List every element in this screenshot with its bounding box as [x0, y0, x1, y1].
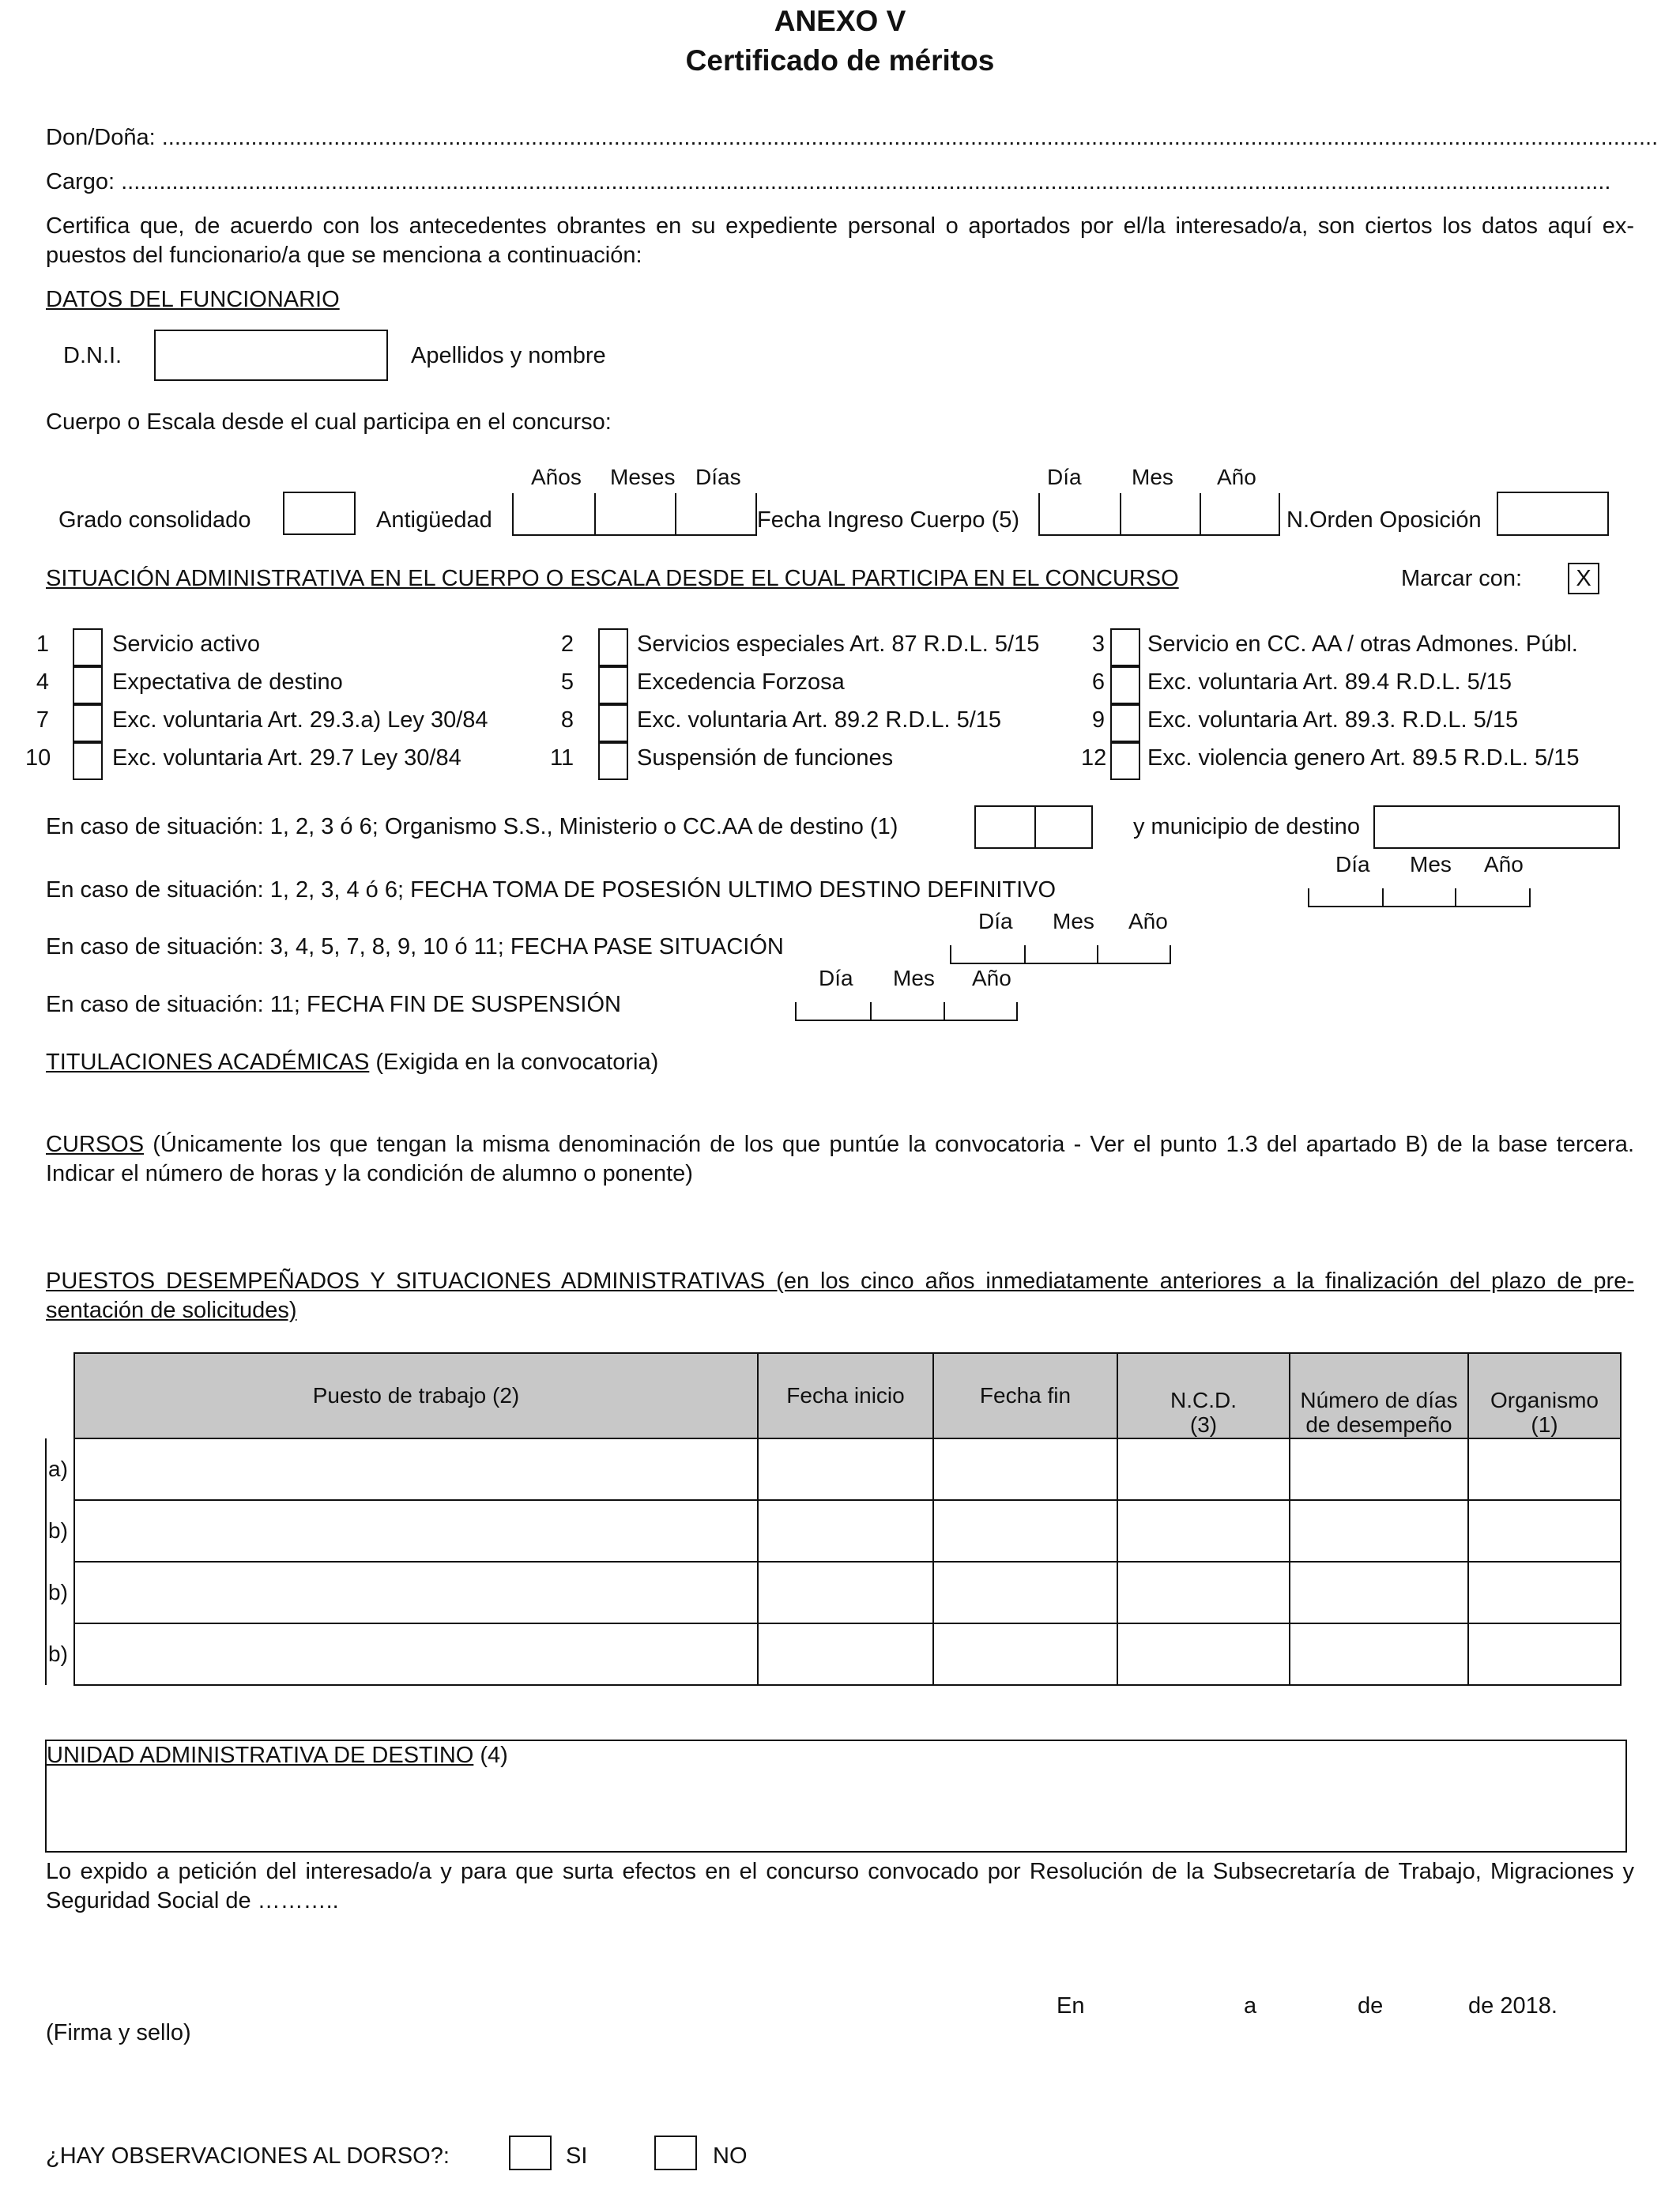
situacion-option-checkbox[interactable]	[1110, 742, 1140, 780]
table-cell[interactable]	[74, 1500, 758, 1562]
table-cell[interactable]	[1117, 1500, 1290, 1562]
table-cell[interactable]	[1290, 1438, 1468, 1500]
situacion-option-number: 12	[1081, 745, 1107, 771]
organismo-input[interactable]	[974, 805, 1093, 849]
row-label: b)	[46, 1562, 74, 1623]
caso2-text: En caso de situación: 1, 2, 3, 4 ó 6; FECHA TOMA DE POSESIÓN ULTIMO DESTINO DEFINITIVO	[46, 877, 1057, 903]
situacion-option-number: 3	[1091, 631, 1105, 657]
caso3-mes-label: Mes	[1053, 909, 1094, 933]
table-corner	[46, 1353, 74, 1438]
caso4-date-input[interactable]	[795, 1002, 1018, 1021]
observaciones-question: ¿HAY OBSERVACIONES AL DORSO?:	[46, 2143, 450, 2169]
situacion-option-number: 10	[25, 745, 51, 771]
titulaciones-heading: TITULACIONES ACADÉMICAS	[46, 1050, 370, 1075]
situacion-option-checkbox[interactable]	[73, 628, 103, 666]
situacion-option-checkbox[interactable]	[1110, 666, 1140, 704]
caso2-ano-label: Año	[1484, 852, 1524, 876]
fecha-ingreso-input[interactable]	[1038, 493, 1280, 536]
situacion-option-checkbox[interactable]	[1110, 628, 1140, 666]
table-row	[46, 1438, 1621, 1500]
situacion-option-label: Exc. violencia genero Art. 89.5 R.D.L. 5/15	[1147, 745, 1580, 771]
table-cell[interactable]	[758, 1623, 933, 1685]
dni-input[interactable]	[154, 330, 388, 381]
puestos-table	[45, 1352, 1622, 1686]
fecha-ingreso-label: Fecha Ingreso Cuerpo (5)	[757, 507, 1020, 533]
situacion-option-label: Suspensión de funciones	[637, 745, 894, 771]
cursos-note: (Únicamente los que tengan la misma denominación de los que puntúe la convocatoria - Ver el punto 1.3 del apartado B) de la base tercera. Indicar el número de horas y la condición de alumno o ponente)	[46, 1132, 1634, 1187]
table-cell[interactable]	[1117, 1562, 1290, 1623]
antig-dias-label: Días	[695, 465, 741, 489]
expido-text: Lo expido a petición del interesado/a y para que surta efectos en el concurso convocado por Resolución de la Subsecretaría de Trabajo, Migraciones y Seguridad Social de ………..	[46, 1859, 1634, 1914]
unidad-heading: UNIDAD ADMINISTRATIVA DE DESTINO	[47, 1743, 474, 1768]
grado-input[interactable]	[283, 492, 356, 535]
firma-label: (Firma y sello)	[46, 2020, 191, 2045]
table-cell[interactable]	[74, 1562, 758, 1623]
situacion-option-number: 11	[550, 745, 574, 771]
grado-label: Grado consolidado	[58, 507, 251, 533]
apellidos-label: Apellidos y nombre	[411, 343, 606, 368]
situacion-option-checkbox[interactable]	[598, 704, 628, 742]
table-cell[interactable]	[1117, 1623, 1290, 1685]
ingreso-ano-label: Año	[1217, 465, 1256, 489]
table-cell[interactable]	[1290, 1562, 1468, 1623]
marcar-label: Marcar con:	[1401, 566, 1523, 591]
situacion-option-checkbox[interactable]	[598, 742, 628, 780]
situacion-option-number: 8	[560, 707, 574, 733]
situacion-option-number: 7	[36, 707, 49, 733]
table-cell[interactable]	[933, 1562, 1117, 1623]
a-label: a	[1244, 1993, 1257, 2019]
table-cell[interactable]	[74, 1623, 758, 1685]
caso4-mes-label: Mes	[893, 966, 935, 990]
situacion-option-number: 1	[36, 631, 49, 657]
dni-label: D.N.I.	[63, 343, 122, 368]
observaciones-si-label: SI	[566, 2143, 588, 2169]
row-label: b)	[46, 1500, 74, 1562]
observaciones-si-checkbox[interactable]	[509, 2136, 552, 2170]
ingreso-mes-label: Mes	[1132, 465, 1173, 489]
table-cell[interactable]	[74, 1438, 758, 1500]
en-label: En	[1057, 1993, 1085, 2019]
table-cell[interactable]	[1468, 1562, 1621, 1623]
caso2-date-input[interactable]	[1308, 888, 1531, 907]
datos-funcionario-heading: DATOS DEL FUNCIONARIO	[46, 287, 340, 312]
antig-anos-label: Años	[531, 465, 582, 489]
situacion-option-checkbox[interactable]	[73, 742, 103, 780]
col-puesto: Puesto de trabajo (2)	[74, 1353, 758, 1438]
col-dias: Número de días de desempeño	[1290, 1353, 1468, 1438]
situacion-option-label: Exc. voluntaria Art. 29.3.a) Ley 30/84	[112, 707, 488, 733]
table-cell[interactable]	[933, 1500, 1117, 1562]
cargo-field[interactable]: Cargo: ..........................................................................................................................................................................................................................................	[46, 169, 1611, 194]
table-cell[interactable]	[758, 1500, 933, 1562]
table-cell[interactable]	[1468, 1623, 1621, 1685]
col-organismo: Organismo (1)	[1468, 1353, 1621, 1438]
situacion-option-label: Exc. voluntaria Art. 89.2 R.D.L. 5/15	[637, 707, 1002, 733]
marcar-example-box	[1568, 563, 1599, 594]
antiguedad-label: Antigüedad	[376, 507, 492, 533]
table-cell[interactable]	[933, 1438, 1117, 1500]
municipio-label: y municipio de destino	[1133, 814, 1360, 839]
puestos-heading-text: PUESTOS DESEMPEÑADOS Y SITUACIONES ADMINISTRATIVAS (en los cinco años inmediatamente anteriores a la finalización del plazo de pre-sentación de solicitudes)	[46, 1269, 1634, 1324]
caso4-dia-label: Día	[819, 966, 853, 990]
unidad-box[interactable]	[45, 1740, 1627, 1853]
table-cell[interactable]	[1290, 1623, 1468, 1685]
don-dona-field[interactable]: Don/Doña: ...........................................................................................................................................................................................................................................	[46, 125, 1659, 150]
caso3-ano-label: Año	[1128, 909, 1168, 933]
caso1-text: En caso de situación: 1, 2, 3 ó 6; Organismo S.S., Ministerio o CC.AA de destino (1)	[46, 814, 898, 839]
table-cell[interactable]	[1117, 1438, 1290, 1500]
caso3-text: En caso de situación: 3, 4, 5, 7, 8, 9, 10 ó 11; FECHA PASE SITUACIÓN	[46, 934, 784, 959]
table-cell[interactable]	[1468, 1500, 1621, 1562]
row-label: a)	[46, 1438, 74, 1500]
puestos-heading	[46, 1267, 1634, 1325]
titulaciones-line	[46, 1050, 658, 1076]
de-label: de	[1358, 1993, 1384, 2019]
caso4-ano-label: Año	[972, 966, 1011, 990]
antiguedad-input[interactable]	[512, 493, 757, 536]
col-fecha-fin: Fecha fin	[933, 1353, 1117, 1438]
caso2-dia-label: Día	[1335, 852, 1370, 876]
titulaciones-note: (Exigida en la convocatoria)	[369, 1050, 659, 1075]
table-cell[interactable]	[1290, 1500, 1468, 1562]
observaciones-no-checkbox[interactable]	[654, 2136, 697, 2170]
situacion-heading: SITUACIÓN ADMINISTRATIVA EN EL CUERPO O ESCALA DESDE EL CUAL PARTICIPA EN EL CONCURSO	[46, 566, 1179, 591]
situacion-option-label: Exc. voluntaria Art. 29.7 Ley 30/84	[112, 745, 461, 771]
situacion-option-label: Servicios especiales Art. 87 R.D.L. 5/15	[637, 631, 1040, 657]
situacion-option-number: 5	[560, 669, 574, 695]
situacion-option-checkbox[interactable]	[1110, 704, 1140, 742]
situacion-option-number: 6	[1091, 669, 1105, 695]
cuerpo-label: Cuerpo o Escala desde el cual participa en el concurso:	[46, 409, 612, 435]
col-ncd: N.C.D. (3)	[1117, 1353, 1290, 1438]
table-row	[46, 1623, 1621, 1685]
year-label: de 2018.	[1468, 1993, 1558, 2019]
caso4-text: En caso de situación: 11; FECHA FIN DE SUSPENSIÓN	[46, 992, 621, 1017]
caso3-dia-label: Día	[978, 909, 1013, 933]
situacion-option-number: 9	[1091, 707, 1105, 733]
observaciones-no-label: NO	[713, 2143, 748, 2169]
cursos-text	[46, 1130, 1634, 1189]
annex-title: ANEXO V	[774, 5, 906, 37]
col-fecha-inicio: Fecha inicio	[758, 1353, 933, 1438]
page-title: Certificado de méritos	[685, 44, 995, 77]
situacion-option-label: Servicio activo	[112, 631, 260, 657]
situacion-option-label: Servicio en CC. AA / otras Admones. Públ.	[1147, 631, 1578, 657]
table-row	[46, 1562, 1621, 1623]
situacion-option-checkbox[interactable]	[73, 666, 103, 704]
table-cell[interactable]	[1468, 1438, 1621, 1500]
table-row	[46, 1500, 1621, 1562]
situacion-option-label: Expectativa de destino	[112, 669, 343, 695]
table-cell[interactable]	[758, 1438, 933, 1500]
table-cell[interactable]	[758, 1562, 933, 1623]
situacion-option-checkbox[interactable]	[598, 628, 628, 666]
situacion-option-checkbox[interactable]	[598, 666, 628, 704]
situacion-option-number: 2	[560, 631, 574, 657]
ingreso-dia-label: Día	[1047, 465, 1082, 489]
antig-meses-label: Meses	[610, 465, 676, 489]
orden-label: N.Orden Oposición	[1286, 507, 1482, 533]
situacion-option-checkbox[interactable]	[73, 704, 103, 742]
caso2-mes-label: Mes	[1410, 852, 1452, 876]
table-cell[interactable]	[933, 1623, 1117, 1685]
row-label: b)	[46, 1623, 74, 1685]
situacion-option-label: Exc. voluntaria Art. 89.4 R.D.L. 5/15	[1147, 669, 1512, 695]
unidad-note: (4)	[473, 1743, 508, 1768]
situacion-option-label: Excedencia Forzosa	[637, 669, 845, 695]
situacion-option-number: 4	[36, 669, 49, 695]
marcar-value: X	[1576, 566, 1591, 591]
cursos-heading: CURSOS	[46, 1132, 145, 1157]
certifica-text: Certifica que, de acuerdo con los antecedentes obrantes en su expediente personal o aportados por el/la interesado/a, son ciertos los datos aquí ex-puestos del funcionario/a que se menciona a continuación:	[46, 213, 1634, 269]
orden-input[interactable]	[1497, 492, 1609, 536]
unidad-line	[47, 1743, 508, 1769]
caso3-date-input[interactable]	[950, 945, 1171, 964]
municipio-input[interactable]	[1373, 805, 1620, 849]
situacion-option-label: Exc. voluntaria Art. 89.3. R.D.L. 5/15	[1147, 707, 1519, 733]
